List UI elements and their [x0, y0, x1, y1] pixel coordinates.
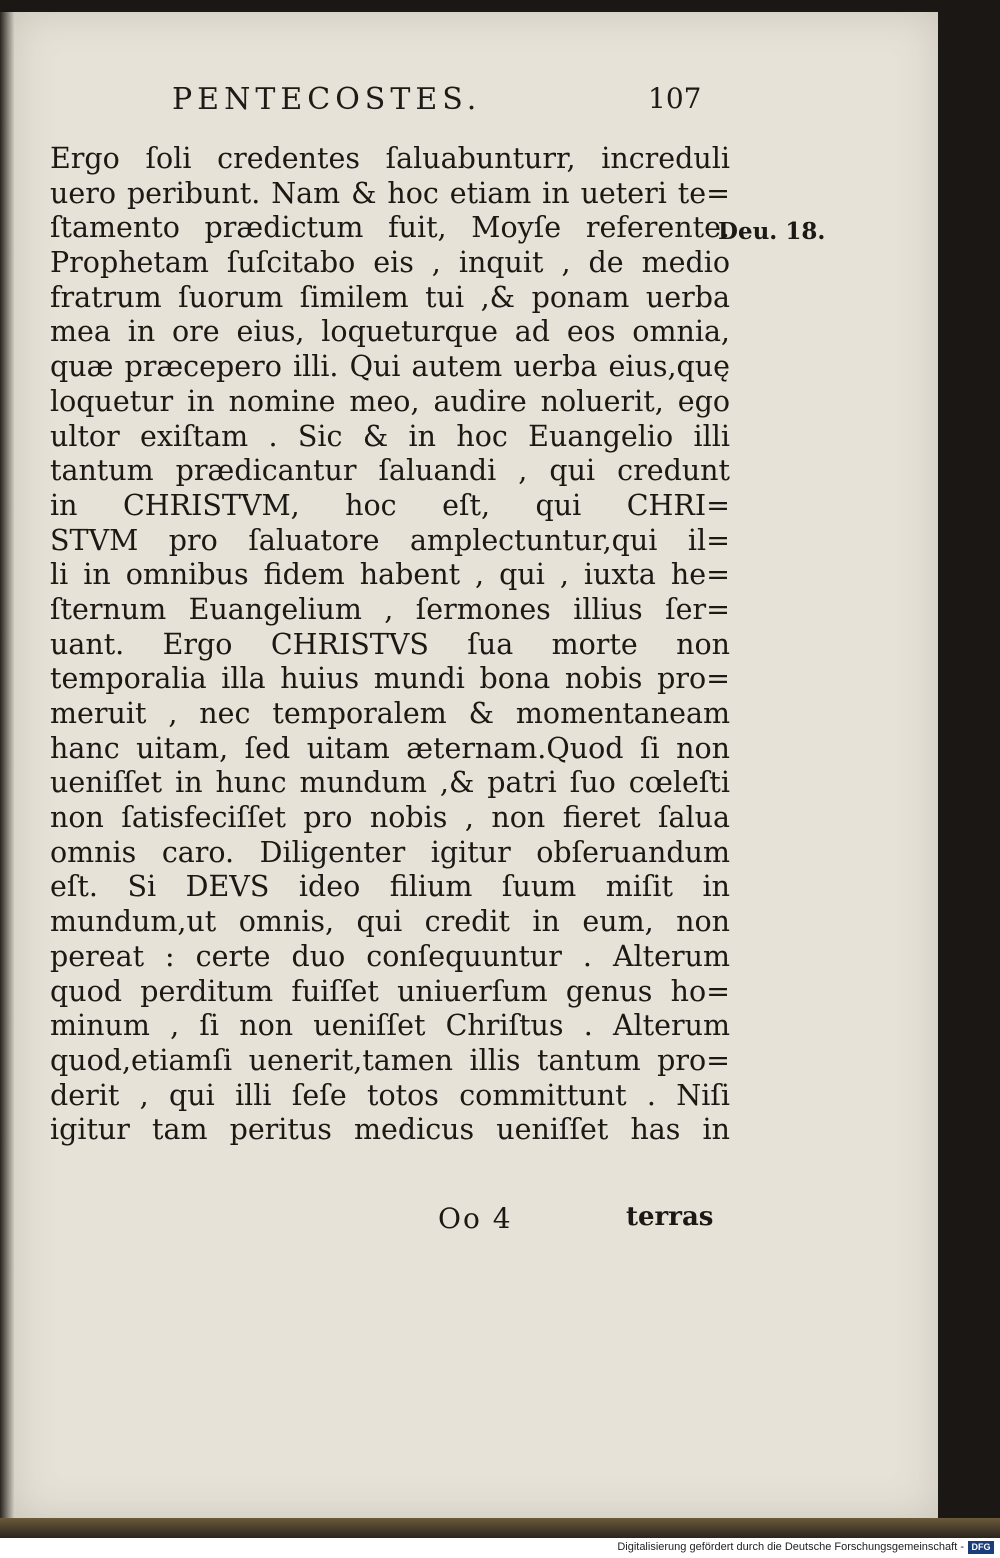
- text-line: ultor exiſtam . Sic & in hoc Euangelio illi: [50, 419, 730, 453]
- text-line: igitur tam peritus medicus ueniſſet has in: [50, 1113, 730, 1147]
- text-line: hanc uitam, ſed uitam æternam.Quod ſi non: [50, 731, 730, 765]
- page-header: [14, 82, 938, 130]
- text-line: quod perditum fuiſſet uniuerſum genus ho=: [50, 974, 730, 1008]
- text-line: tantum prædicantur ſaluandi , qui credunt: [50, 454, 730, 488]
- text-line: mea in ore eius, loqueturque ad eos omnia,: [50, 315, 730, 349]
- page-bottom-edge: [0, 1518, 1000, 1538]
- text-line: uant. Ergo CHRISTVS ſua morte non: [50, 627, 730, 661]
- text-line: meruit , nec temporalem & momentaneam: [50, 697, 730, 730]
- body-text: [50, 142, 730, 1148]
- text-line: ſtamento prædictum fuit, Moyſe referente.: [50, 211, 730, 245]
- text-line: derit , qui illi ſeſe totos committunt . Niſi: [50, 1078, 730, 1112]
- text-line: uero peribunt. Nam & hoc etiam in ueteri te=: [50, 176, 730, 210]
- text-line: in CHRISTVM, hoc eſt, qui CHRI=: [50, 488, 730, 522]
- text-line: ueniſſet in hunc mundum ,& patri ſuo cœleſti: [50, 766, 730, 800]
- footer-credit: Digitalisierung gefördert durch die Deutsche Forschungsgemeinschaft -: [617, 1541, 964, 1553]
- book-page: [14, 12, 938, 1518]
- text-line: pereat : certe duo conſequuntur . Alterum: [50, 939, 730, 973]
- marginal-note: Deu. 18.: [718, 218, 826, 245]
- text-line: temporalia illa huius mundi bona nobis pro=: [50, 662, 730, 696]
- text-line: non ſatisfeciſſet pro nobis , non fieret ſalua: [50, 801, 730, 835]
- footer-bar: [0, 1538, 1000, 1558]
- dfg-logo-icon: DFG: [968, 1541, 994, 1554]
- book-gutter-edge: [0, 12, 14, 1518]
- text-line: ſternum Euangelium , ſermones illius ſer=: [50, 592, 730, 626]
- text-line: STVM pro ſaluatore amplectuntur,qui il=: [50, 523, 730, 557]
- text-line: quæ præcepero illi. Qui autem uerba eius,quę: [50, 350, 730, 384]
- running-title: PENTECOSTES.: [172, 82, 482, 117]
- page-number: 107: [648, 82, 702, 115]
- text-line: quod,etiamſi uenerit,tamen illis tantum pro=: [50, 1043, 730, 1077]
- text-line: Ergo ſoli credentes ſaluabunturr, increduli: [50, 142, 730, 175]
- text-line: minum , ſi non ueniſſet Chriſtus . Alterum: [50, 1009, 730, 1043]
- text-line: fratrum ſuorum ſimilem tui ,& ponam uerba: [50, 280, 730, 314]
- text-line: mundum,ut omnis, qui credit in eum, non: [50, 905, 730, 939]
- text-line: li in omnibus fidem habent , qui , iuxta he=: [50, 558, 730, 592]
- text-line: loquetur in nomine meo, audire noluerit, ego: [50, 384, 730, 418]
- text-line: omnis caro. Diligenter igitur obſeruandum: [50, 835, 730, 869]
- signature-mark: Oo 4: [438, 1202, 513, 1235]
- text-line: Prophetam ſuſcitabo eis , inquit , de medio: [50, 246, 730, 280]
- catchword: terras: [626, 1202, 714, 1232]
- text-line: eſt. Si DEVS ideo filium ſuum miſit in: [50, 870, 730, 904]
